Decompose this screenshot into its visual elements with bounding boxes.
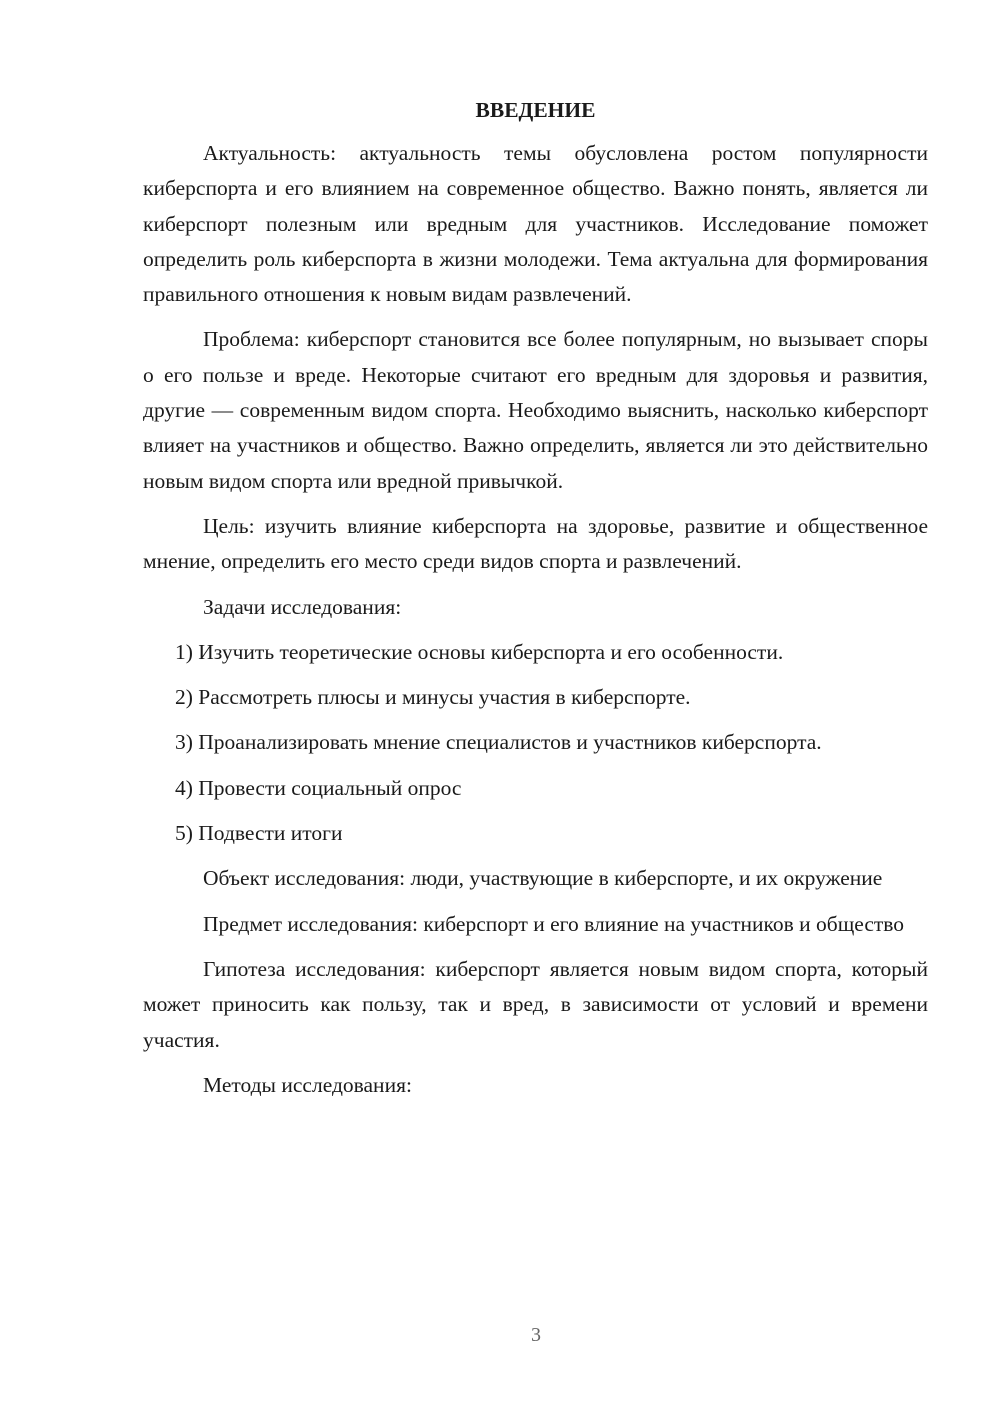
page-content [143,96,928,1113]
methods-title: Методы исследования: [203,1072,412,1097]
tasks-title: Задачи исследования: [203,594,402,619]
page-title: ВВЕДЕНИЕ [475,98,596,122]
list-item: 1) Изучить теоретические основы киберспорта и его особенности. [175,639,784,664]
hypothesis-paragraph: Гипотеза исследования: киберспорт является новым видом спорта, который может приносить как пользу, так и вред, в зависимости от условий и времени участия. [143,956,928,1052]
subject-paragraph: Предмет исследования: киберспорт и его влияние на участников и общество [203,911,905,936]
relevance-paragraph: Актуальность: актуальность темы обусловлена ростом популярности киберспорта и его влиянием на современное общество. Важно понять, является ли киберспорт полезным или вредным для участников. Исследование поможет определить роль киберспорта в жизни молодежи. Тема актуальна для формирования правильного отношения к новым видам развлечений. [143,141,928,307]
object-paragraph: Объект исследования: люди, участвующие в киберспорте, и их окружение [203,866,883,891]
list-item: 2) Рассмотреть плюсы и минусы участия в киберспорте. [175,685,691,710]
list-item: 4) Провести социальный опрос [175,775,462,800]
list-item: 3) Проанализировать мнение специалистов и участников киберспорта. [175,730,822,755]
goal-paragraph: Цель: изучить влияние киберспорта на здоровье, развитие и общественное мнение, определить его место среди видов спорта и развлечений. [143,513,928,574]
page-number: 3 [531,1324,541,1346]
list-item: 5) Подвести итоги [175,821,343,846]
problem-paragraph: Проблема: киберспорт становится все более популярным, но вызывает споры о его пользе и вреде. Некоторые считают его вредным для здоровья и развития, другие — современным видом спорта. Необходимо выяснить, насколько киберспорт влияет на участников и общество. Важно определить, является ли это действительно новым видом спорта или вредной привычкой. [143,327,928,493]
tasks-list [143,635,928,851]
